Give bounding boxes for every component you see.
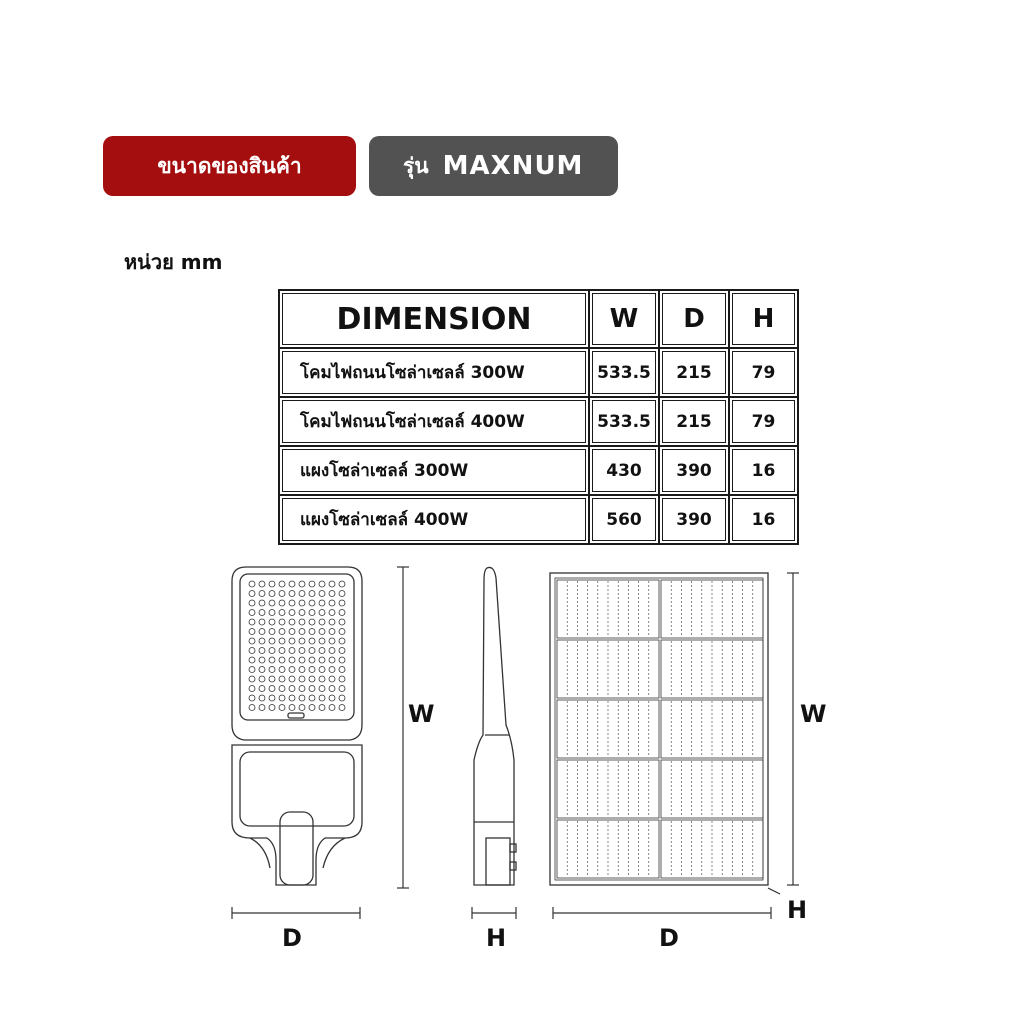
led-dot — [259, 581, 265, 587]
led-dot — [289, 667, 295, 673]
led-dot — [309, 591, 315, 597]
led-dot — [319, 591, 325, 597]
led-dot — [279, 657, 285, 663]
led-dot — [279, 629, 285, 635]
panel-w-dimension — [768, 573, 799, 894]
led-dot — [329, 648, 335, 654]
lamp-d-label: D — [282, 924, 302, 952]
led-dot — [269, 638, 275, 644]
column-header-d: D — [659, 290, 729, 348]
led-dot — [339, 695, 345, 701]
led-dot — [279, 676, 285, 682]
led-dot — [299, 676, 305, 682]
panel-w-label: W — [800, 700, 827, 728]
row-d: 390 — [659, 495, 729, 544]
led-dot — [249, 676, 255, 682]
led-dot — [269, 581, 275, 587]
model-name: MAXNUM — [442, 151, 584, 181]
led-dot — [309, 705, 315, 711]
led-dot — [319, 638, 325, 644]
led-dot — [319, 581, 325, 587]
led-dot — [319, 619, 325, 625]
led-dot — [309, 657, 315, 663]
led-dot — [259, 676, 265, 682]
led-dot — [249, 591, 255, 597]
led-dot — [309, 686, 315, 692]
led-dot — [249, 638, 255, 644]
led-dot — [269, 629, 275, 635]
led-dot — [249, 610, 255, 616]
led-dot — [309, 667, 315, 673]
led-dot — [249, 705, 255, 711]
led-dot — [309, 648, 315, 654]
led-dot — [299, 648, 305, 654]
led-dot — [329, 667, 335, 673]
solar-panel-view — [550, 573, 768, 885]
led-dot — [259, 591, 265, 597]
led-dot — [289, 686, 295, 692]
led-dot — [289, 600, 295, 606]
led-dot — [329, 686, 335, 692]
row-w: 533.5 — [589, 397, 659, 446]
led-dot — [329, 629, 335, 635]
led-dot — [289, 676, 295, 682]
led-dot — [269, 676, 275, 682]
led-dot — [309, 638, 315, 644]
led-dot — [249, 695, 255, 701]
led-dot — [309, 676, 315, 682]
led-dot — [339, 629, 345, 635]
led-dot — [269, 657, 275, 663]
led-dot — [299, 591, 305, 597]
led-dot — [339, 686, 345, 692]
column-header-w: W — [589, 290, 659, 348]
row-d: 215 — [659, 397, 729, 446]
led-dot — [339, 610, 345, 616]
led-dot — [249, 686, 255, 692]
led-dot — [249, 667, 255, 673]
row-h: 79 — [729, 348, 798, 397]
led-dot — [259, 629, 265, 635]
led-dot — [339, 581, 345, 587]
lamp-h-label: H — [486, 924, 507, 952]
panel-d-label: D — [659, 924, 679, 952]
led-dot — [289, 657, 295, 663]
row-w: 560 — [589, 495, 659, 544]
led-dot — [269, 648, 275, 654]
row-d: 390 — [659, 446, 729, 495]
led-dot — [309, 619, 315, 625]
led-dot — [309, 600, 315, 606]
led-dot — [269, 686, 275, 692]
lamp-side-view — [474, 567, 516, 885]
led-dot — [289, 591, 295, 597]
led-dot — [309, 581, 315, 587]
row-name: โคมไฟถนนโซล่าเซลล์ 300W — [279, 348, 589, 397]
row-w: 533.5 — [589, 348, 659, 397]
led-dot — [299, 657, 305, 663]
led-dot — [289, 648, 295, 654]
led-dot — [299, 581, 305, 587]
led-dot — [319, 695, 325, 701]
led-dot — [289, 581, 295, 587]
led-dot — [329, 657, 335, 663]
led-dot — [249, 600, 255, 606]
led-dot — [339, 600, 345, 606]
led-dot — [329, 600, 335, 606]
lamp-w-label: W — [408, 700, 435, 728]
row-h: 16 — [729, 446, 798, 495]
led-dot — [259, 686, 265, 692]
led-dot — [269, 667, 275, 673]
led-dot — [319, 610, 325, 616]
led-dot — [249, 629, 255, 635]
led-dot — [309, 695, 315, 701]
row-d: 215 — [659, 348, 729, 397]
led-dot — [329, 610, 335, 616]
led-dot — [279, 686, 285, 692]
led-dot — [329, 695, 335, 701]
led-dot — [289, 705, 295, 711]
led-dot — [299, 600, 305, 606]
led-dot — [339, 676, 345, 682]
led-dot — [279, 610, 285, 616]
led-array — [249, 581, 345, 711]
led-dot — [299, 667, 305, 673]
led-dot — [289, 629, 295, 635]
led-dot — [319, 629, 325, 635]
led-dot — [249, 619, 255, 625]
led-dot — [259, 619, 265, 625]
lamp-d-dimension — [232, 907, 360, 919]
led-dot — [339, 591, 345, 597]
led-dot — [279, 581, 285, 587]
led-dot — [329, 591, 335, 597]
lamp-front-view — [232, 567, 362, 885]
led-dot — [289, 695, 295, 701]
led-dot — [339, 619, 345, 625]
led-dot — [319, 600, 325, 606]
unit-label: หน่วย mm — [124, 250, 223, 274]
led-dot — [289, 619, 295, 625]
led-dot — [259, 695, 265, 701]
led-dot — [269, 695, 275, 701]
led-dot — [329, 638, 335, 644]
led-dot — [339, 657, 345, 663]
led-dot — [279, 638, 285, 644]
led-dot — [289, 610, 295, 616]
led-dot — [339, 648, 345, 654]
led-dot — [259, 705, 265, 711]
led-dot — [279, 591, 285, 597]
led-dot — [339, 667, 345, 673]
led-dot — [279, 619, 285, 625]
led-dot — [319, 667, 325, 673]
led-dot — [259, 648, 265, 654]
led-dot — [299, 705, 305, 711]
row-h: 79 — [729, 397, 798, 446]
led-dot — [299, 610, 305, 616]
led-dot — [309, 629, 315, 635]
model-prefix: รุ่น — [403, 153, 429, 178]
product-size-label: ขนาดของสินค้า — [157, 153, 302, 178]
led-dot — [269, 619, 275, 625]
led-dot — [319, 676, 325, 682]
led-dot — [319, 648, 325, 654]
led-dot — [249, 657, 255, 663]
row-name: โคมไฟถนนโซล่าเซลล์ 400W — [279, 397, 589, 446]
led-dot — [269, 610, 275, 616]
led-dot — [339, 638, 345, 644]
row-name: แผงโซล่าเซลล์ 400W — [279, 495, 589, 544]
led-dot — [259, 600, 265, 606]
led-dot — [329, 676, 335, 682]
lamp-h-dimension — [472, 907, 516, 919]
led-dot — [319, 686, 325, 692]
led-dot — [289, 638, 295, 644]
led-dot — [259, 638, 265, 644]
led-dot — [299, 629, 305, 635]
led-dot — [259, 667, 265, 673]
led-dot — [269, 591, 275, 597]
led-dot — [259, 610, 265, 616]
led-dot — [339, 705, 345, 711]
led-dot — [329, 619, 335, 625]
panel-d-dimension — [553, 907, 771, 919]
led-dot — [329, 581, 335, 587]
led-dot — [269, 705, 275, 711]
led-dot — [279, 648, 285, 654]
led-dot — [279, 695, 285, 701]
led-dot — [299, 695, 305, 701]
led-dot — [279, 600, 285, 606]
led-dot — [319, 705, 325, 711]
row-h: 16 — [729, 495, 798, 544]
row-w: 430 — [589, 446, 659, 495]
led-dot — [299, 638, 305, 644]
led-dot — [249, 581, 255, 587]
led-dot — [259, 657, 265, 663]
led-dot — [299, 686, 305, 692]
led-dot — [319, 657, 325, 663]
row-name: แผงโซล่าเซลล์ 300W — [279, 446, 589, 495]
led-dot — [249, 648, 255, 654]
solar-cells — [557, 580, 763, 878]
panel-h-label: H — [787, 896, 808, 924]
led-dot — [309, 610, 315, 616]
led-dot — [279, 705, 285, 711]
led-dot — [299, 619, 305, 625]
column-header-dimension: DIMENSION — [279, 290, 589, 348]
led-dot — [269, 600, 275, 606]
led-dot — [279, 667, 285, 673]
column-header-h: H — [729, 290, 798, 348]
led-dot — [329, 705, 335, 711]
